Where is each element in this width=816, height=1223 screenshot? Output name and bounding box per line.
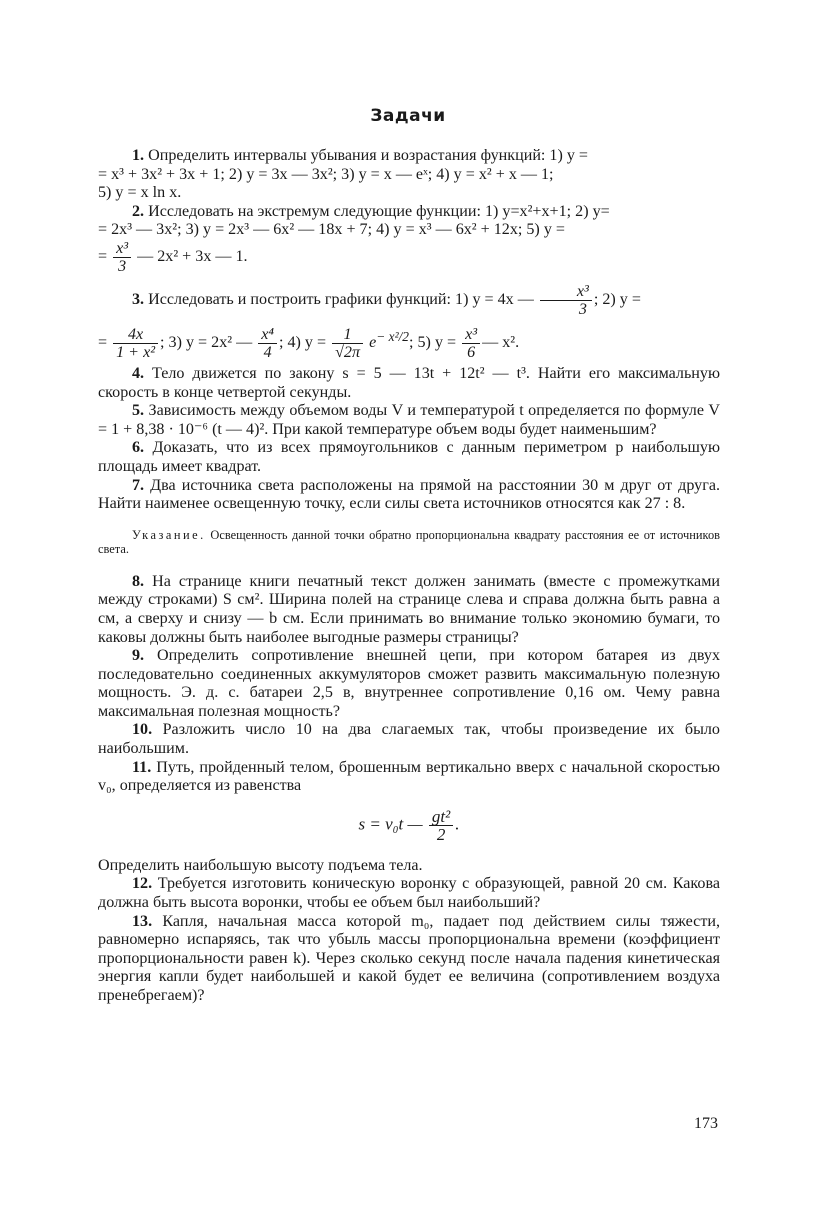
fraction: $\frac{\text{x³}}{3}$ [113, 240, 131, 275]
problem-12: 12. Требуется изготовить коническую воронку с образующей, равной 20 см. Какова должна быть высота воронки, чтобы ее объем был наибольший? [98, 875, 720, 912]
page-number: 173 [694, 1115, 718, 1132]
hint-text: Освещенность данной точки обратно пропорциональна квадрату расстояния ее от источников света. [98, 527, 720, 557]
problem-2 [98, 203, 720, 222]
problem-7: 7. Два источника света расположены на прямой на расстоянии 30 м друг от друга. Найти наименее освещенную точку, если силы света источников относятся как 27 : 8. [98, 476, 720, 513]
problem-8: 8. На странице книги печатный текст должен занимать (вместе с промежутками между строками) S см². Ширина полей на странице слева и справа должна быть равна a см, а сверху и снизу — b см. Если принимать во внимание только экономию бумаги, то каковы должны быть наиболее выгодные размеры страницы? [98, 572, 720, 646]
problem-2-line-3: = $\frac{\text{x³}}{3}$ — 2x² + 3x — 1. [98, 239, 248, 275]
problem-1-line-3: 5) y = x ln x. [98, 184, 182, 202]
problem-5: 5. Зависимость между объемом воды V и температурой t определяется по формуле V = 1 + 8,38 · 10⁻⁶ (t — 4)². При какой температуре объем воды будет наименьшим? [98, 402, 720, 438]
fraction: $\frac{\text{gt²}}{2}$ [429, 808, 453, 843]
problem-number: 1. [132, 147, 145, 164]
problem-number: 3. [132, 291, 145, 309]
problem-text-line: Исследовать на экстремум следующие функции: 1) y=x²+x+1; 2) y= [148, 202, 610, 220]
problem-11-after: Определить наибольшую высоту подъема тела. [98, 856, 423, 874]
problem-1 [98, 147, 720, 166]
fraction: $\frac{4x}{\text{1 + x²}}$ [113, 326, 158, 361]
problem-4: 4. Тело движется по закону s = 5 — 13t + 12t² — t³. Найти его максимальную скорость в конце четвертой секунды. [98, 364, 720, 401]
problem-10: 10. Разложить число 10 на два слагаемых так, чтобы произведение их было наибольшим. [98, 721, 720, 758]
hint-note [98, 528, 720, 557]
problem-number: 2. [132, 202, 145, 220]
problem-6: 6. Доказать, что из всех прямоугольников с данным периметром p наибольшую площадь имеет квадрат. [98, 439, 720, 475]
fraction: $\frac{1}{√2\pi}$ [332, 326, 363, 361]
problem-text-line: Определить интервалы убывания и возрастания функций: 1) y = [148, 147, 588, 164]
problems-list [98, 147, 720, 1006]
display-formula: s = v₀t — $\frac{\text{gt²}}{2}$ . [358, 806, 460, 844]
problem-3: 3. Исследовать и построить графики функций: 1) y = 4x — $\frac{\text{x³}}{3}$ ; 2) y = [132, 282, 641, 318]
problem-2-line-2: = 2x³ — 3x²; 3) y = 2x³ — 6x² — 18x + 7; 4) y = x³ — 6x² + 12x; 5) y = [98, 221, 565, 239]
fraction: $\frac{\text{x³}}{6}$ [462, 326, 480, 361]
fraction: $\frac{\text{x³}}{3}$ [540, 283, 592, 318]
problem-1-line-2: = x³ + 3x² + 3x + 1; 2) y = 3x — 3x²; 3) y = x — eˣ; 4) y = x² + x — 1; [98, 165, 554, 183]
problem-13: 13. Капля, начальная масса которой m₀, падает под действием силы тяжести, равномерно испаряясь, так что убыль массы пропорциональна времени (коэффициент пропорциональности равен k). Через сколько секунд после начала падения кинетическая энергия капли будет наибольшей и какой будет ее величина (сопротивлением воздуха пренебрегаем)? [98, 912, 720, 1004]
fraction: $\frac{\text{x⁴}}{4}$ [258, 326, 277, 361]
problem-11: 11. Путь, пройденный телом, брошенным вертикально вверх с начальной скоростью v₀, определяется из равенства [98, 758, 720, 795]
problem-3-line-2: = $\frac{4x}{\text{1 + x²}}$ ; 3) y = 2x² — $\frac{\text{x⁴}}{4}$ ; 4) y = $\frac{1}{√2\pi}$ $e^{- x^2/2}$; 5) y = $\frac{\text{x³}}{6}$ — x². [98, 325, 520, 361]
page-title: Задачи [370, 106, 446, 126]
problem-9: 9. Определить сопротивление внешней цепи, при котором батарея из двух последовательно соединенных аккумуляторов сможет развить максимальную полезную мощность. Э. д. с. батареи 2,5 в, внутреннее сопротивление 0,16 ом. Чему равна максимальная полезная мощность? [98, 647, 720, 720]
hint-label: Указание. [132, 527, 206, 542]
